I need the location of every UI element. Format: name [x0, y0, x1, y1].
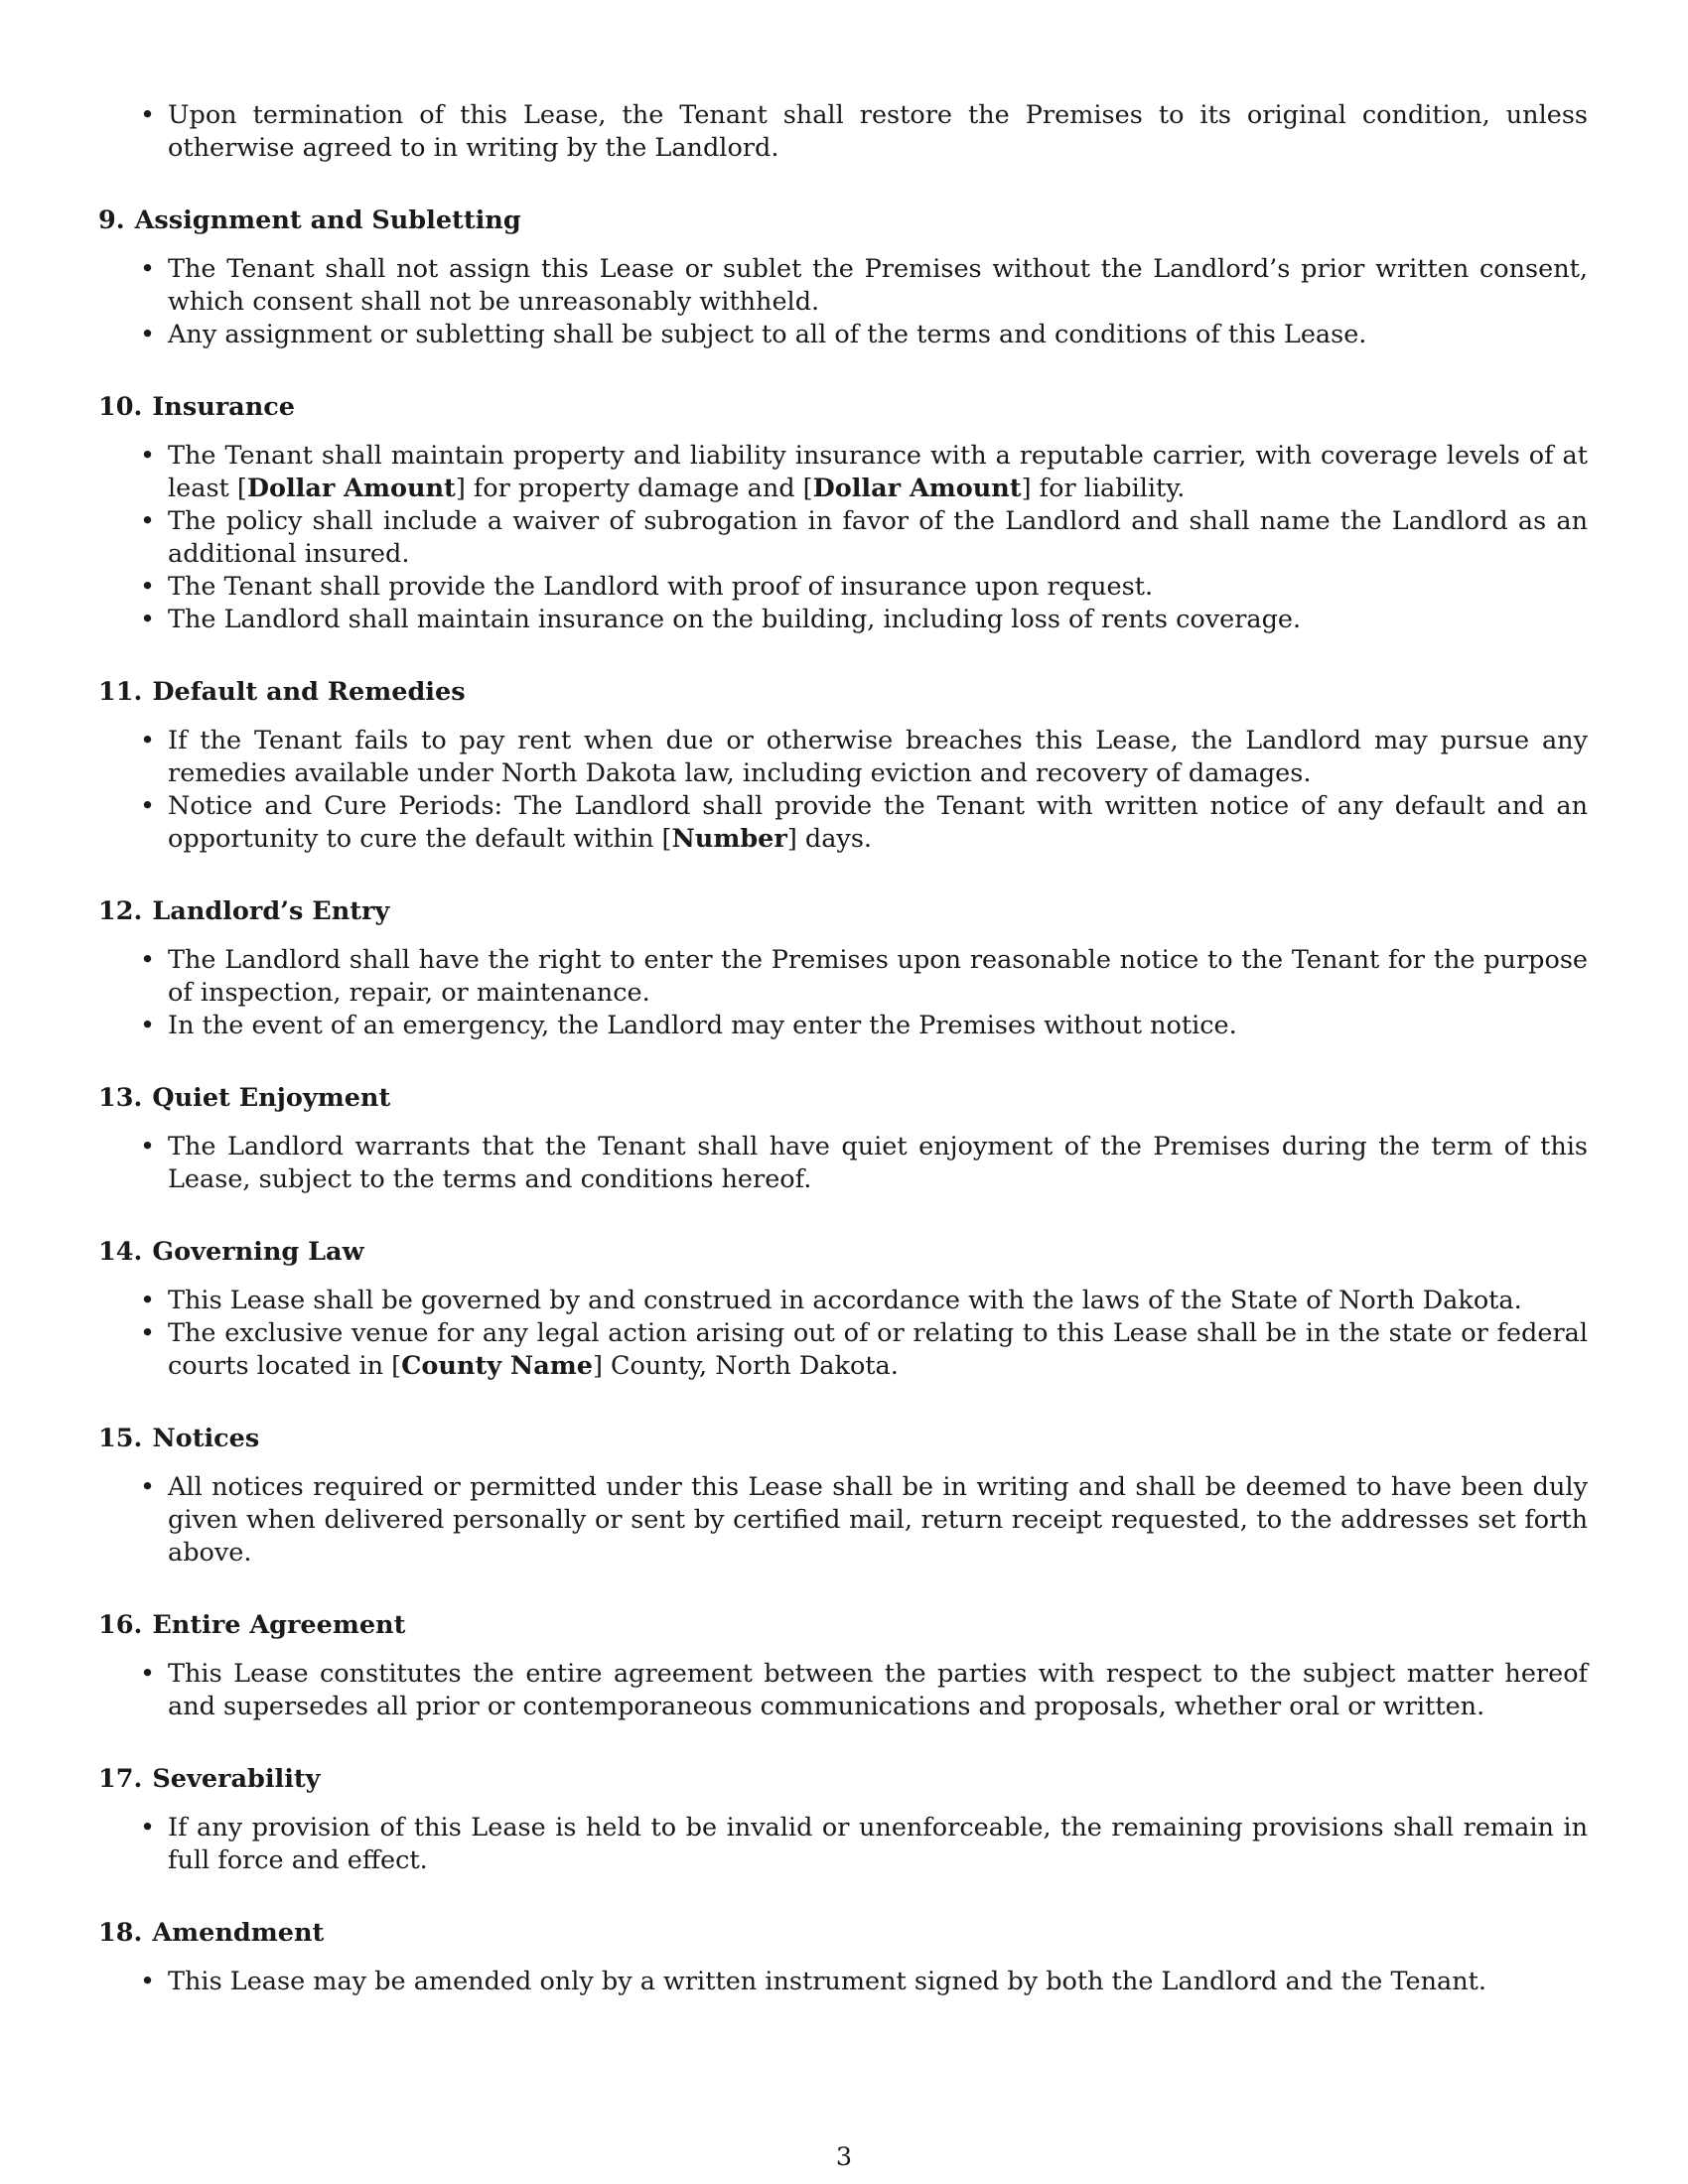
- section-heading: [98, 391, 1588, 424]
- section-10: [98, 391, 1588, 636]
- section-title: Severability: [152, 1764, 321, 1794]
- section-heading: [98, 895, 1588, 928]
- section-heading: [98, 205, 1588, 237]
- section-number: 18.: [98, 1918, 143, 1948]
- list-item: • The Tenant shall provide the Landlord with proof of insurance upon request.: [98, 571, 1588, 604]
- section-bullet-list: [98, 440, 1588, 636]
- section-bullet-list: [98, 1658, 1588, 1723]
- list-item: • This Lease constitutes the entire agreement between the parties with respect to the subject matter hereof and supersedes all prior or contemporaneous communications and proposals, whether oral or written.: [98, 1658, 1588, 1723]
- section-16: [98, 1609, 1588, 1723]
- list-item: • If the Tenant fails to pay rent when due or otherwise breaches this Lease, the Landlord may pursue any remedies available under North Dakota law, including eviction and recovery of damages.: [98, 725, 1588, 790]
- section-number: 9.: [98, 205, 125, 235]
- section-11: [98, 676, 1588, 856]
- list-item: • The Landlord shall have the right to enter the Premises upon reasonable notice to the Tenant for the purpose of inspection, repair, or maintenance.: [98, 944, 1588, 1010]
- list-item: • Notice and Cure Periods: The Landlord shall provide the Tenant with written notice of any default and an opportunity to cure the default within [Number] days.: [98, 790, 1588, 856]
- list-item: • The Landlord warrants that the Tenant shall have quiet enjoyment of the Premises during the term of this Lease, subject to the terms and conditions hereof.: [98, 1131, 1588, 1196]
- section-title: Quiet Enjoyment: [152, 1083, 391, 1113]
- list-item: • The policy shall include a waiver of subrogation in favor of the Landlord and shall name the Landlord as an additional insured.: [98, 505, 1588, 571]
- section-bullet-list: [98, 1471, 1588, 1570]
- placeholder-field: Number: [671, 824, 787, 854]
- document-page: [98, 99, 1588, 1998]
- list-item: • This Lease shall be governed by and construed in accordance with the laws of the State of North Dakota.: [98, 1285, 1588, 1317]
- section-title: Entire Agreement: [152, 1610, 406, 1640]
- section-heading: [98, 676, 1588, 709]
- section-number: 10.: [98, 392, 143, 422]
- section-number: 13.: [98, 1083, 143, 1113]
- intro-bullet: • Upon termination of this Lease, the Tenant shall restore the Premises to its original condition, unless otherwise agreed to in writing by the Landlord.: [98, 99, 1588, 165]
- list-item: • If any provision of this Lease is held to be invalid or unenforceable, the remaining provisions shall remain in full force and effect.: [98, 1812, 1588, 1877]
- section-title: Governing Law: [152, 1237, 364, 1267]
- section-heading: [98, 1082, 1588, 1115]
- section-title: Landlord’s Entry: [152, 896, 390, 926]
- section-number: 17.: [98, 1764, 143, 1794]
- section-title: Amendment: [152, 1918, 325, 1948]
- section-number: 11.: [98, 677, 143, 707]
- section-bullet-list: [98, 944, 1588, 1042]
- section-bullet-list: [98, 1966, 1588, 1998]
- section-heading: [98, 1236, 1588, 1269]
- section-17: [98, 1763, 1588, 1877]
- section-bullet-list: [98, 1285, 1588, 1383]
- section-number: 15.: [98, 1424, 143, 1453]
- placeholder-field: Dollar Amount: [812, 474, 1022, 503]
- section-18: [98, 1917, 1588, 1998]
- section-15: [98, 1423, 1588, 1570]
- section-heading: [98, 1423, 1588, 1455]
- section-bullet-list: [98, 1812, 1588, 1877]
- list-item: • The Tenant shall maintain property and liability insurance with a reputable carrier, with coverage levels of at least [Dollar Amount] for property damage and [Dollar Amount] for liability.: [98, 440, 1588, 505]
- section-heading: [98, 1763, 1588, 1796]
- section-bullet-list: [98, 725, 1588, 856]
- section-number: 12.: [98, 896, 143, 926]
- sections-container: [98, 205, 1588, 1998]
- list-item: • The Landlord shall maintain insurance on the building, including loss of rents coverage.: [98, 604, 1588, 636]
- section-title: Notices: [152, 1424, 260, 1453]
- list-item: • Any assignment or subletting shall be subject to all of the terms and conditions of this Lease.: [98, 319, 1588, 351]
- section-13: [98, 1082, 1588, 1196]
- list-item: • This Lease may be amended only by a written instrument signed by both the Landlord and the Tenant.: [98, 1966, 1588, 1998]
- page-number: 3: [835, 2142, 853, 2172]
- section-12: [98, 895, 1588, 1042]
- list-item: • The Tenant shall not assign this Lease or sublet the Premises without the Landlord’s prior written consent, which consent shall not be unreasonably withheld.: [98, 253, 1588, 319]
- section-title: Default and Remedies: [152, 677, 466, 707]
- list-item: • All notices required or permitted under this Lease shall be in writing and shall be deemed to have been duly given when delivered personally or sent by certified mail, return receipt requested, to the addresses set forth above.: [98, 1471, 1588, 1570]
- section-title: Assignment and Subletting: [134, 205, 521, 235]
- list-item: • In the event of an emergency, the Landlord may enter the Premises without notice.: [98, 1010, 1588, 1042]
- placeholder-field: Dollar Amount: [246, 474, 456, 503]
- intro-bullet-list: [98, 99, 1588, 165]
- section-heading: [98, 1609, 1588, 1642]
- section-bullet-list: [98, 1131, 1588, 1196]
- placeholder-field: County Name: [401, 1351, 593, 1381]
- section-number: 16.: [98, 1610, 143, 1640]
- section-bullet-list: [98, 253, 1588, 351]
- section-heading: [98, 1917, 1588, 1950]
- section-number: 14.: [98, 1237, 143, 1267]
- section-9: [98, 205, 1588, 351]
- section-title: Insurance: [152, 392, 295, 422]
- section-14: [98, 1236, 1588, 1383]
- list-item: • The exclusive venue for any legal action arising out of or relating to this Lease shall be in the state or federal courts located in [County Name] County, North Dakota.: [98, 1317, 1588, 1383]
